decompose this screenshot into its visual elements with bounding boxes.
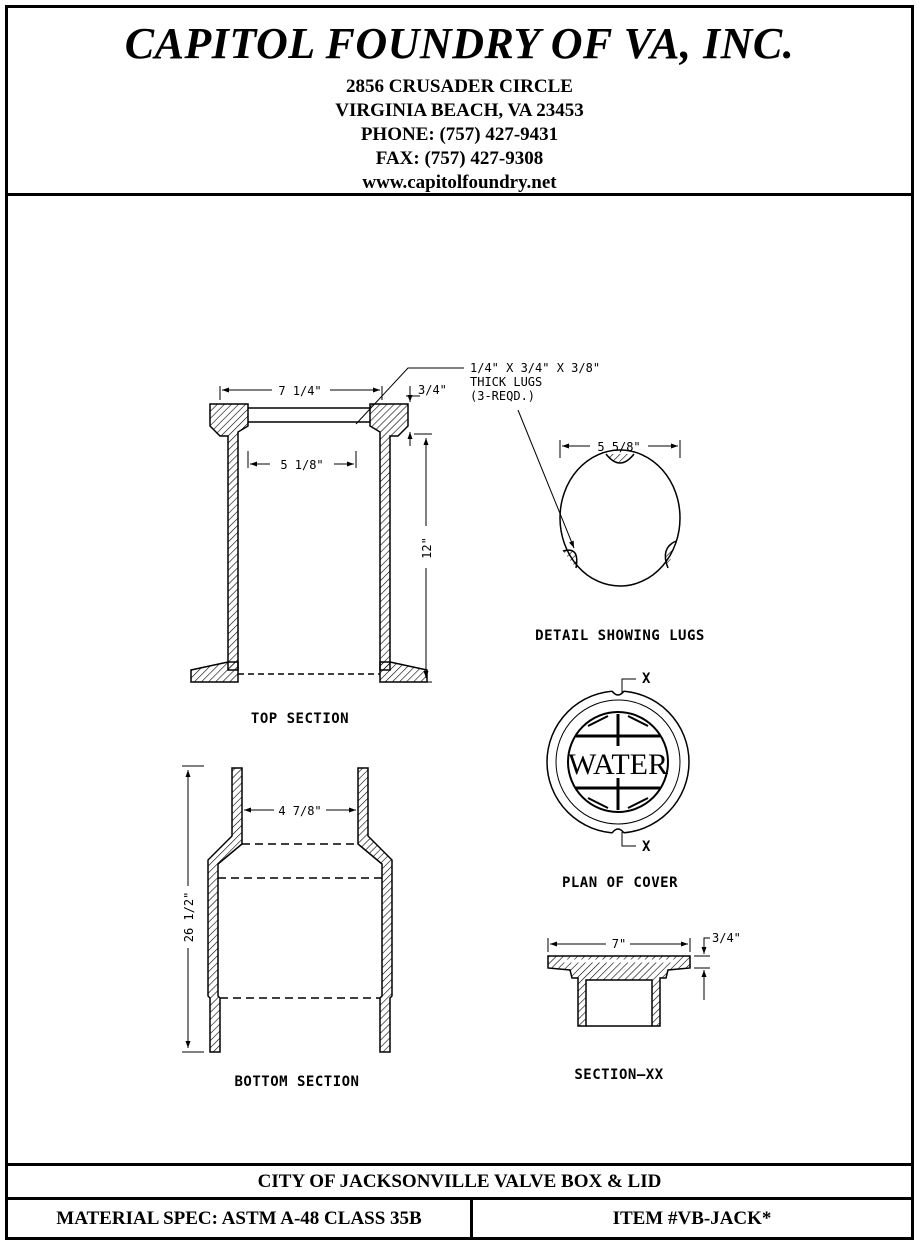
address-line-1: 2856 CRUSADER CIRCLE bbox=[346, 76, 573, 97]
section-xx-thick-dim: 3/4" bbox=[712, 931, 741, 945]
detail-lugs-width-dim: 5 5/8" bbox=[597, 440, 641, 454]
top-section-view bbox=[191, 404, 427, 682]
section-mark-bottom: X bbox=[642, 839, 651, 855]
bottom-section-height-dim: 26 1/2" bbox=[182, 891, 196, 943]
phone-number: PHONE: (757) 427-9431 bbox=[360, 124, 559, 145]
technical-drawing bbox=[8, 196, 911, 1163]
top-section-width-dim: 7 1/4" bbox=[278, 384, 322, 398]
top-section-inner-dim: 5 1/8" bbox=[280, 458, 324, 472]
material-spec: MATERIAL SPEC: ASTM A-48 CLASS 35B bbox=[8, 1200, 473, 1237]
section-mark-top: X bbox=[642, 671, 651, 687]
address-line-2: VIRGINIA BEACH, VA 23453 bbox=[335, 100, 584, 121]
lug-note bbox=[470, 361, 600, 403]
top-section-height-dim: 12" bbox=[420, 537, 434, 559]
website-url: www.capitolfoundry.net bbox=[362, 172, 557, 193]
detail-lugs-caption: DETAIL SHOWING LUGS bbox=[535, 628, 705, 644]
drawing-area bbox=[8, 196, 911, 1163]
top-section-dimensions bbox=[220, 368, 464, 682]
cover-water-lettering: WATER bbox=[568, 748, 668, 781]
title-block-header bbox=[8, 8, 911, 196]
spec-row bbox=[8, 1200, 911, 1237]
drawing-sheet bbox=[5, 5, 914, 1240]
company-name: CAPITOL FOUNDRY OF VA, INC. bbox=[124, 19, 795, 68]
lug-note-line-1: 1/4" X 3/4" X 3/8" bbox=[470, 361, 601, 375]
top-section-caption: TOP SECTION bbox=[250, 711, 350, 727]
plan-of-cover-caption: PLAN OF COVER bbox=[561, 875, 679, 891]
bottom-section-caption: BOTTOM SECTION bbox=[234, 1074, 360, 1090]
item-number: ITEM #VB-JACK* bbox=[612, 1208, 772, 1229]
section-xx-caption: SECTION—XX bbox=[574, 1067, 664, 1083]
section-xx-width-dim: 7" bbox=[611, 937, 627, 951]
drawing-title: CITY OF JACKSONVILLE VALVE BOX & LID bbox=[8, 1163, 911, 1200]
lug-note-line-3: (3-REQD.) bbox=[470, 389, 536, 403]
top-section-flange-dim: 3/4" bbox=[418, 383, 447, 397]
bottom-section-inner-dim: 4 7/8" bbox=[278, 804, 322, 818]
section-xx-view bbox=[548, 956, 690, 1026]
fax-number: FAX: (757) 427-9308 bbox=[375, 148, 544, 169]
detail-lugs-view bbox=[518, 410, 680, 586]
lug-note-line-2: THICK LUGS bbox=[470, 375, 543, 389]
